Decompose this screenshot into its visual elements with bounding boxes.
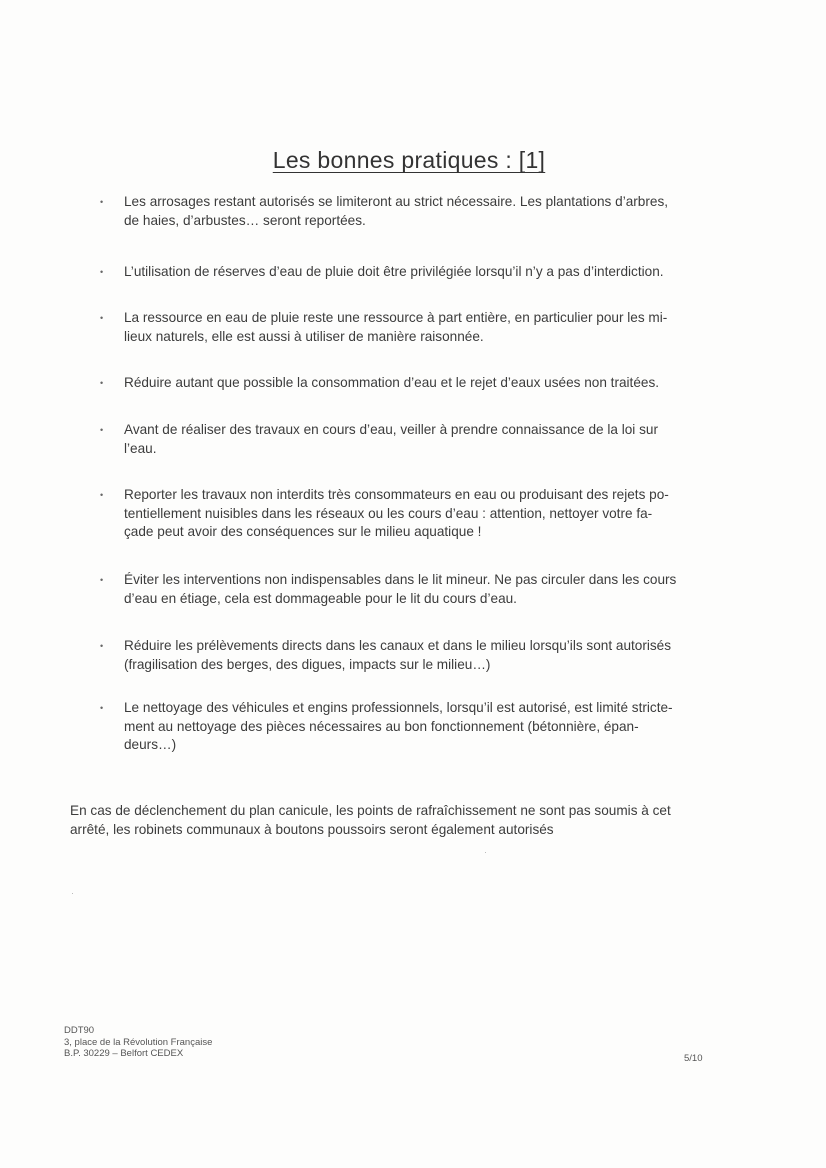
list-item <box>100 309 725 346</box>
list-item-line: lieux naturels, elle est aussi à utiliser de manière raisonnée. <box>124 328 484 344</box>
list-item-line: Les arrosages restant autorisés se limiteront au strict nécessaire. Les plantations d’arbres, <box>124 194 669 209</box>
bullet-icon: • <box>100 378 104 388</box>
bullet-icon: • <box>100 703 104 713</box>
list-item-line: d’eau en étiage, cela est dommageable pour le lit du cours d’eau. <box>124 590 517 606</box>
list-item-line: Réduire les prélèvements directs dans les canaux et dans le milieu lorsqu’ils sont autorisés <box>124 638 672 653</box>
list-item <box>100 571 725 608</box>
list-item <box>100 637 725 674</box>
closing-paragraph <box>70 801 730 839</box>
list-item-line: (fragilisation des berges, des digues, impacts sur le milieu…) <box>124 656 491 672</box>
closing-line: arrêté, les robinets communaux à boutons poussoirs seront également autorisés <box>70 821 554 837</box>
page-title <box>0 147 826 174</box>
list-item-line: l’eau. <box>124 440 157 456</box>
list-item-line: La ressource en eau de pluie reste une ressource à part entière, en particulier pour les mi- <box>124 310 668 325</box>
list-item-text <box>124 571 725 608</box>
list-item-text <box>124 637 725 674</box>
scan-speck <box>72 893 73 894</box>
closing-line: En cas de déclenchement du plan canicule, les points de rafraîchissement ne sont pas soumis à cet <box>70 802 671 818</box>
list-item <box>100 193 725 230</box>
list-item-line: Éviter les interventions non indispensables dans le lit mineur. Ne pas circuler dans les cours <box>124 572 677 587</box>
list-item-line: tentiellement nuisibles dans les réseaux ou les cours d’eau : attention, nettoyer votre fa- <box>124 505 653 521</box>
scan-speck <box>485 852 486 853</box>
list-item-line: ment au nettoyage des pièces nécessaires au bon fonctionnement (bétonnière, épan- <box>124 718 639 734</box>
bullet-icon: • <box>100 641 104 651</box>
list-item <box>100 421 725 458</box>
list-item-line: çade peut avoir des conséquences sur le milieu aquatique ! <box>124 524 482 539</box>
list-item-text <box>124 699 725 755</box>
list-item <box>100 374 725 393</box>
list-item-text <box>124 309 725 346</box>
bullet-icon: • <box>100 575 104 585</box>
list-item-text <box>124 486 725 542</box>
list-item-text <box>124 374 725 393</box>
footer-address-line: B.P. 30229 – Belfort CEDEX <box>64 1048 184 1059</box>
list-item-line: Le nettoyage des véhicules et engins professionnels, lorsqu’il est autorisé, est limité stricte- <box>124 700 673 715</box>
list-item-line: de haies, d’arbustes… seront reportées. <box>124 212 366 228</box>
list-item-line: L’utilisation de réserves d’eau de pluie doit être privilégiée lorsqu’il n’y a pas d’interdiction. <box>124 264 664 279</box>
footer-address-line: DDT90 <box>64 1025 95 1036</box>
bullet-icon: • <box>100 313 104 323</box>
bullet-icon: • <box>100 490 104 500</box>
list-item-text <box>124 263 725 282</box>
list-item-line: Avant de réaliser des travaux en cours d’eau, veiller à prendre connaissance de la loi sur <box>124 422 658 437</box>
list-item-line: Reporter les travaux non interdits très consommateurs en eau ou produisant des rejets po- <box>124 487 669 502</box>
page-number: 5/10 <box>684 1053 703 1064</box>
page-title-text: Les bonnes pratiques : [1] <box>272 147 546 174</box>
list-item-text <box>124 421 725 458</box>
footer-address <box>64 1025 212 1060</box>
list-item <box>100 486 725 542</box>
list-item-line: deurs…) <box>124 737 177 752</box>
footer-address-line: 3, place de la Révolution Française <box>64 1036 213 1048</box>
list-item-line: Réduire autant que possible la consommation d’eau et le rejet d’eaux usées non traitées. <box>124 375 660 390</box>
list-item-text <box>124 193 725 230</box>
list-item <box>100 263 725 282</box>
bullet-icon: • <box>100 197 104 207</box>
bullet-icon: • <box>100 425 104 435</box>
list-item <box>100 699 725 755</box>
bullet-icon: • <box>100 267 104 277</box>
